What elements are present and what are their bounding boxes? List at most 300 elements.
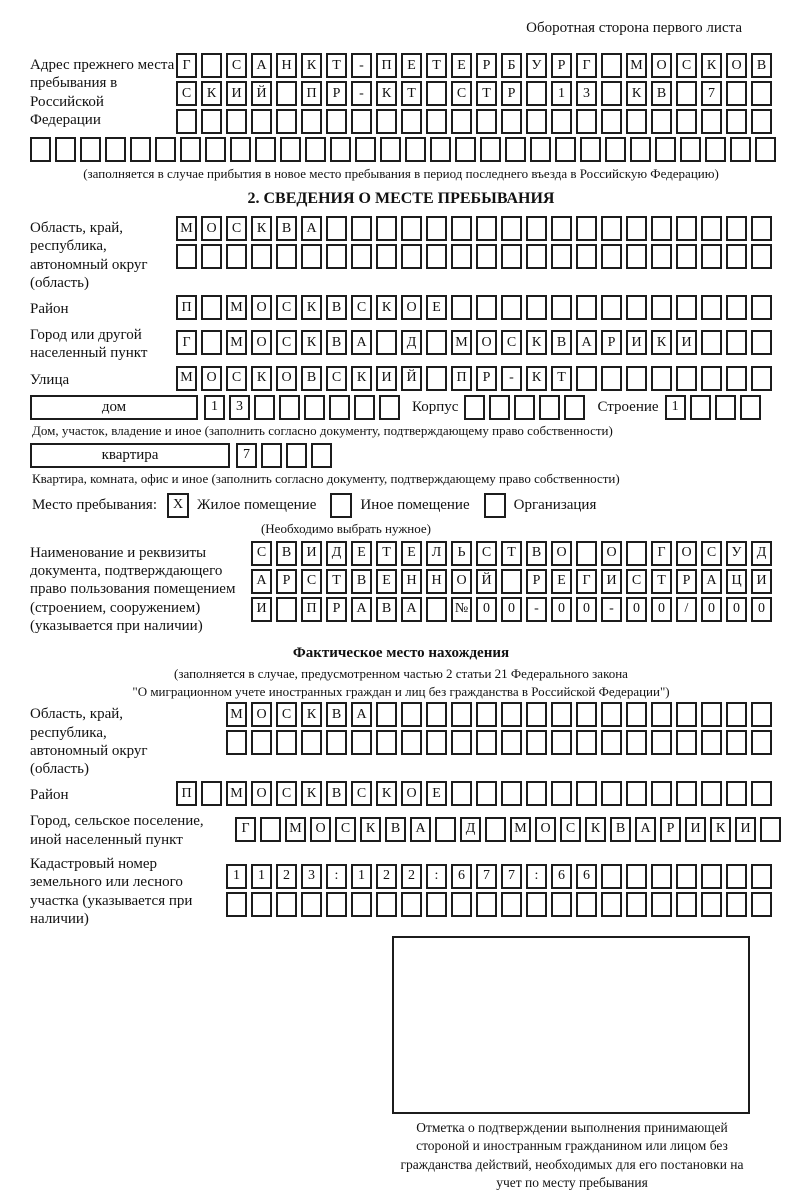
char-cell[interactable]: П xyxy=(301,81,322,106)
char-cell[interactable] xyxy=(276,597,297,622)
char-cell[interactable] xyxy=(451,781,472,806)
char-cell[interactable] xyxy=(351,730,372,755)
char-cell[interactable] xyxy=(630,137,651,162)
char-cell[interactable]: С xyxy=(351,295,372,320)
char-cell[interactable]: 1 xyxy=(204,395,225,420)
char-cell[interactable]: С xyxy=(276,295,297,320)
char-cell[interactable] xyxy=(305,137,326,162)
char-cell[interactable] xyxy=(601,892,622,917)
char-cell[interactable]: Д xyxy=(326,541,347,566)
char-cell[interactable] xyxy=(226,892,247,917)
char-cell[interactable] xyxy=(564,395,585,420)
char-cell[interactable]: О xyxy=(651,53,672,78)
char-cell[interactable] xyxy=(701,892,722,917)
char-cell[interactable] xyxy=(651,892,672,917)
char-cell[interactable] xyxy=(176,244,197,269)
char-cell[interactable]: К xyxy=(301,295,322,320)
char-cell[interactable] xyxy=(455,137,476,162)
char-cell[interactable] xyxy=(726,295,747,320)
char-cell[interactable] xyxy=(105,137,126,162)
char-cell[interactable] xyxy=(676,781,697,806)
char-cell[interactable] xyxy=(261,443,282,468)
char-cell[interactable]: Г xyxy=(176,53,197,78)
char-cell[interactable]: 0 xyxy=(701,597,722,622)
char-cell[interactable]: С xyxy=(560,817,581,842)
char-cell[interactable] xyxy=(405,137,426,162)
char-cell[interactable]: В xyxy=(376,597,397,622)
char-cell[interactable]: А xyxy=(351,702,372,727)
char-cell[interactable] xyxy=(551,892,572,917)
char-cell[interactable]: С xyxy=(335,817,356,842)
char-cell[interactable] xyxy=(576,295,597,320)
char-cell[interactable]: О xyxy=(310,817,331,842)
char-cell[interactable]: С xyxy=(351,781,372,806)
char-cell[interactable]: И xyxy=(626,330,647,355)
char-cell[interactable] xyxy=(576,892,597,917)
char-cell[interactable] xyxy=(426,216,447,241)
char-cell[interactable]: С xyxy=(301,569,322,594)
char-cell[interactable] xyxy=(426,81,447,106)
char-cell[interactable]: 1 xyxy=(351,864,372,889)
char-cell[interactable] xyxy=(551,730,572,755)
char-cell[interactable]: Т xyxy=(651,569,672,594)
char-cell[interactable]: Н xyxy=(276,53,297,78)
char-cell[interactable]: И xyxy=(676,330,697,355)
stay-option-residential-checkbox[interactable]: X xyxy=(167,493,189,518)
char-cell[interactable]: 2 xyxy=(276,864,297,889)
char-cell[interactable]: Р xyxy=(551,53,572,78)
char-cell[interactable]: К xyxy=(201,81,222,106)
char-cell[interactable] xyxy=(701,366,722,391)
char-cell[interactable]: М xyxy=(626,53,647,78)
char-cell[interactable]: Д xyxy=(460,817,481,842)
char-cell[interactable]: Р xyxy=(501,81,522,106)
char-cell[interactable]: Г xyxy=(576,569,597,594)
char-cell[interactable]: Т xyxy=(551,366,572,391)
char-cell[interactable]: П xyxy=(176,781,197,806)
char-cell[interactable] xyxy=(601,781,622,806)
char-cell[interactable] xyxy=(526,730,547,755)
char-cell[interactable] xyxy=(476,781,497,806)
char-cell[interactable] xyxy=(329,395,350,420)
char-cell[interactable] xyxy=(351,216,372,241)
char-cell[interactable]: 2 xyxy=(401,864,422,889)
char-cell[interactable]: К xyxy=(301,781,322,806)
char-cell[interactable]: О xyxy=(276,366,297,391)
char-cell[interactable] xyxy=(601,109,622,134)
char-cell[interactable] xyxy=(626,109,647,134)
char-cell[interactable] xyxy=(426,109,447,134)
char-cell[interactable] xyxy=(201,109,222,134)
char-cell[interactable] xyxy=(676,244,697,269)
char-cell[interactable]: К xyxy=(626,81,647,106)
char-cell[interactable]: П xyxy=(301,597,322,622)
char-cell[interactable] xyxy=(651,109,672,134)
char-cell[interactable]: О xyxy=(401,781,422,806)
char-cell[interactable] xyxy=(751,730,772,755)
char-cell[interactable] xyxy=(551,781,572,806)
char-cell[interactable] xyxy=(376,702,397,727)
char-cell[interactable]: 1 xyxy=(251,864,272,889)
char-cell[interactable] xyxy=(726,864,747,889)
char-cell[interactable] xyxy=(501,244,522,269)
char-cell[interactable] xyxy=(201,53,222,78)
char-cell[interactable]: С xyxy=(226,53,247,78)
char-cell[interactable]: К xyxy=(301,702,322,727)
char-cell[interactable]: И xyxy=(685,817,706,842)
char-cell[interactable]: М xyxy=(176,216,197,241)
char-cell[interactable] xyxy=(551,244,572,269)
char-cell[interactable]: 3 xyxy=(301,864,322,889)
char-cell[interactable]: 6 xyxy=(576,864,597,889)
char-cell[interactable] xyxy=(726,81,747,106)
char-cell[interactable] xyxy=(726,730,747,755)
char-cell[interactable]: С xyxy=(226,366,247,391)
char-cell[interactable] xyxy=(276,109,297,134)
char-cell[interactable]: 1 xyxy=(665,395,686,420)
char-cell[interactable] xyxy=(451,295,472,320)
char-cell[interactable]: - xyxy=(351,53,372,78)
char-cell[interactable]: А xyxy=(576,330,597,355)
char-cell[interactable]: И xyxy=(376,366,397,391)
char-cell[interactable] xyxy=(280,137,301,162)
char-cell[interactable] xyxy=(255,137,276,162)
char-cell[interactable] xyxy=(676,81,697,106)
char-cell[interactable] xyxy=(326,216,347,241)
char-cell[interactable]: В xyxy=(551,330,572,355)
char-cell[interactable] xyxy=(376,109,397,134)
char-cell[interactable] xyxy=(730,137,751,162)
char-cell[interactable] xyxy=(326,730,347,755)
char-cell[interactable] xyxy=(576,216,597,241)
char-cell[interactable]: : xyxy=(426,864,447,889)
char-cell[interactable] xyxy=(626,295,647,320)
char-cell[interactable] xyxy=(576,781,597,806)
char-cell[interactable]: Н xyxy=(401,569,422,594)
char-cell[interactable] xyxy=(676,109,697,134)
char-cell[interactable] xyxy=(751,109,772,134)
char-cell[interactable] xyxy=(230,137,251,162)
char-cell[interactable]: 3 xyxy=(576,81,597,106)
stay-option-organization-checkbox[interactable] xyxy=(484,493,506,518)
char-cell[interactable]: В xyxy=(326,330,347,355)
char-cell[interactable]: О xyxy=(726,53,747,78)
char-cell[interactable]: М xyxy=(176,366,197,391)
char-cell[interactable] xyxy=(576,244,597,269)
char-cell[interactable]: С xyxy=(501,330,522,355)
char-cell[interactable]: 1 xyxy=(226,864,247,889)
char-cell[interactable]: С xyxy=(326,366,347,391)
char-cell[interactable]: С xyxy=(676,53,697,78)
char-cell[interactable]: О xyxy=(251,702,272,727)
char-cell[interactable] xyxy=(451,244,472,269)
char-cell[interactable]: К xyxy=(360,817,381,842)
char-cell[interactable] xyxy=(751,216,772,241)
char-cell[interactable]: В xyxy=(301,366,322,391)
char-cell[interactable]: А xyxy=(251,53,272,78)
char-cell[interactable] xyxy=(351,892,372,917)
char-cell[interactable]: А xyxy=(351,597,372,622)
char-cell[interactable]: О xyxy=(201,216,222,241)
char-cell[interactable]: О xyxy=(251,781,272,806)
char-cell[interactable] xyxy=(751,244,772,269)
char-cell[interactable] xyxy=(626,730,647,755)
char-cell[interactable] xyxy=(286,443,307,468)
char-cell[interactable] xyxy=(376,244,397,269)
char-cell[interactable] xyxy=(254,395,275,420)
char-cell[interactable] xyxy=(651,781,672,806)
char-cell[interactable]: : xyxy=(526,864,547,889)
char-cell[interactable]: К xyxy=(376,81,397,106)
char-cell[interactable]: Й xyxy=(251,81,272,106)
char-cell[interactable] xyxy=(705,137,726,162)
char-cell[interactable] xyxy=(376,730,397,755)
char-cell[interactable] xyxy=(551,109,572,134)
char-cell[interactable]: С xyxy=(276,781,297,806)
char-cell[interactable]: М xyxy=(226,330,247,355)
char-cell[interactable] xyxy=(740,395,761,420)
char-cell[interactable] xyxy=(701,109,722,134)
char-cell[interactable] xyxy=(539,395,560,420)
char-cell[interactable]: 7 xyxy=(236,443,257,468)
char-cell[interactable] xyxy=(680,137,701,162)
char-cell[interactable] xyxy=(476,730,497,755)
char-cell[interactable]: К xyxy=(301,53,322,78)
char-cell[interactable] xyxy=(514,395,535,420)
char-cell[interactable]: - xyxy=(526,597,547,622)
char-cell[interactable]: М xyxy=(226,295,247,320)
char-cell[interactable] xyxy=(526,244,547,269)
char-cell[interactable] xyxy=(351,109,372,134)
char-cell[interactable]: Т xyxy=(401,81,422,106)
char-cell[interactable]: О xyxy=(476,330,497,355)
char-cell[interactable] xyxy=(601,53,622,78)
char-cell[interactable] xyxy=(651,864,672,889)
char-cell[interactable] xyxy=(580,137,601,162)
char-cell[interactable]: 0 xyxy=(476,597,497,622)
char-cell[interactable]: Б xyxy=(501,53,522,78)
char-cell[interactable] xyxy=(260,817,281,842)
char-cell[interactable] xyxy=(201,244,222,269)
char-cell[interactable] xyxy=(301,730,322,755)
char-cell[interactable]: О xyxy=(251,295,272,320)
char-cell[interactable]: Е xyxy=(551,569,572,594)
char-cell[interactable]: Ь xyxy=(451,541,472,566)
char-cell[interactable] xyxy=(526,702,547,727)
char-cell[interactable] xyxy=(601,366,622,391)
char-cell[interactable] xyxy=(530,137,551,162)
char-cell[interactable] xyxy=(30,137,51,162)
char-cell[interactable]: В xyxy=(326,295,347,320)
char-cell[interactable] xyxy=(626,864,647,889)
char-cell[interactable]: С xyxy=(251,541,272,566)
char-cell[interactable]: А xyxy=(410,817,431,842)
char-cell[interactable] xyxy=(304,395,325,420)
char-cell[interactable]: К xyxy=(526,366,547,391)
char-cell[interactable]: В xyxy=(326,702,347,727)
char-cell[interactable]: О xyxy=(676,541,697,566)
char-cell[interactable] xyxy=(651,366,672,391)
char-cell[interactable] xyxy=(601,730,622,755)
char-cell[interactable]: В xyxy=(276,216,297,241)
char-cell[interactable] xyxy=(201,295,222,320)
char-cell[interactable]: 0 xyxy=(576,597,597,622)
char-cell[interactable] xyxy=(430,137,451,162)
char-cell[interactable] xyxy=(626,702,647,727)
char-cell[interactable]: К xyxy=(351,366,372,391)
char-cell[interactable] xyxy=(226,730,247,755)
char-cell[interactable]: О xyxy=(401,295,422,320)
char-cell[interactable] xyxy=(401,702,422,727)
char-cell[interactable] xyxy=(726,216,747,241)
char-cell[interactable] xyxy=(251,244,272,269)
char-cell[interactable] xyxy=(205,137,226,162)
char-cell[interactable] xyxy=(751,892,772,917)
char-cell[interactable] xyxy=(130,137,151,162)
char-cell[interactable] xyxy=(451,892,472,917)
char-cell[interactable]: К xyxy=(376,295,397,320)
char-cell[interactable] xyxy=(435,817,456,842)
char-cell[interactable] xyxy=(701,244,722,269)
char-cell[interactable]: Г xyxy=(235,817,256,842)
char-cell[interactable]: Р xyxy=(526,569,547,594)
char-cell[interactable] xyxy=(426,244,447,269)
char-cell[interactable]: Г xyxy=(176,330,197,355)
char-cell[interactable] xyxy=(505,137,526,162)
char-cell[interactable] xyxy=(276,244,297,269)
char-cell[interactable]: И xyxy=(751,569,772,594)
char-cell[interactable] xyxy=(726,366,747,391)
char-cell[interactable] xyxy=(451,702,472,727)
char-cell[interactable]: И xyxy=(251,597,272,622)
char-cell[interactable]: 0 xyxy=(726,597,747,622)
char-cell[interactable] xyxy=(601,244,622,269)
char-cell[interactable] xyxy=(701,295,722,320)
char-cell[interactable] xyxy=(376,892,397,917)
char-cell[interactable] xyxy=(751,366,772,391)
char-cell[interactable]: Р xyxy=(476,366,497,391)
char-cell[interactable]: 7 xyxy=(501,864,522,889)
char-cell[interactable]: К xyxy=(651,330,672,355)
char-cell[interactable]: 0 xyxy=(651,597,672,622)
char-cell[interactable]: Е xyxy=(351,541,372,566)
char-cell[interactable] xyxy=(551,295,572,320)
char-cell[interactable] xyxy=(476,892,497,917)
char-cell[interactable]: 3 xyxy=(229,395,250,420)
char-cell[interactable]: В xyxy=(276,541,297,566)
char-cell[interactable]: Р xyxy=(326,597,347,622)
char-cell[interactable] xyxy=(501,892,522,917)
char-cell[interactable]: 6 xyxy=(451,864,472,889)
char-cell[interactable] xyxy=(501,216,522,241)
char-cell[interactable] xyxy=(651,244,672,269)
char-cell[interactable]: С xyxy=(701,541,722,566)
char-cell[interactable]: Г xyxy=(576,53,597,78)
char-cell[interactable]: 7 xyxy=(701,81,722,106)
char-cell[interactable] xyxy=(426,892,447,917)
char-cell[interactable] xyxy=(701,864,722,889)
char-cell[interactable]: М xyxy=(226,702,247,727)
char-cell[interactable]: П xyxy=(451,366,472,391)
char-cell[interactable] xyxy=(626,216,647,241)
char-cell[interactable] xyxy=(476,702,497,727)
char-cell[interactable]: Т xyxy=(476,81,497,106)
char-cell[interactable] xyxy=(401,730,422,755)
char-cell[interactable] xyxy=(326,892,347,917)
char-cell[interactable] xyxy=(551,216,572,241)
char-cell[interactable] xyxy=(676,366,697,391)
char-cell[interactable] xyxy=(485,817,506,842)
char-cell[interactable] xyxy=(576,541,597,566)
char-cell[interactable]: Н xyxy=(426,569,447,594)
char-cell[interactable]: М xyxy=(285,817,306,842)
char-cell[interactable]: П xyxy=(376,53,397,78)
char-cell[interactable]: Е xyxy=(426,295,447,320)
char-cell[interactable] xyxy=(501,702,522,727)
char-cell[interactable]: И xyxy=(226,81,247,106)
char-cell[interactable]: А xyxy=(301,216,322,241)
char-cell[interactable]: Т xyxy=(426,53,447,78)
char-cell[interactable] xyxy=(551,702,572,727)
char-cell[interactable]: К xyxy=(710,817,731,842)
char-cell[interactable] xyxy=(464,395,485,420)
char-cell[interactable] xyxy=(751,781,772,806)
char-cell[interactable]: - xyxy=(501,366,522,391)
char-cell[interactable] xyxy=(501,730,522,755)
char-cell[interactable]: И xyxy=(601,569,622,594)
char-cell[interactable]: А xyxy=(635,817,656,842)
char-cell[interactable] xyxy=(576,730,597,755)
char-cell[interactable] xyxy=(726,702,747,727)
char-cell[interactable] xyxy=(426,702,447,727)
char-cell[interactable]: : xyxy=(326,864,347,889)
char-cell[interactable]: К xyxy=(526,330,547,355)
char-cell[interactable]: 0 xyxy=(501,597,522,622)
char-cell[interactable] xyxy=(451,730,472,755)
char-cell[interactable] xyxy=(751,295,772,320)
char-cell[interactable]: 7 xyxy=(476,864,497,889)
char-cell[interactable] xyxy=(676,864,697,889)
char-cell[interactable]: В xyxy=(385,817,406,842)
char-cell[interactable] xyxy=(451,109,472,134)
char-cell[interactable]: К xyxy=(701,53,722,78)
char-cell[interactable] xyxy=(80,137,101,162)
char-cell[interactable]: К xyxy=(585,817,606,842)
char-cell[interactable] xyxy=(276,730,297,755)
char-cell[interactable] xyxy=(180,137,201,162)
char-cell[interactable] xyxy=(760,817,781,842)
char-cell[interactable]: В xyxy=(610,817,631,842)
char-cell[interactable]: Д xyxy=(751,541,772,566)
char-cell[interactable] xyxy=(201,330,222,355)
char-cell[interactable] xyxy=(476,295,497,320)
char-cell[interactable] xyxy=(701,730,722,755)
char-cell[interactable] xyxy=(701,330,722,355)
char-cell[interactable] xyxy=(726,109,747,134)
char-cell[interactable] xyxy=(476,244,497,269)
char-cell[interactable] xyxy=(330,137,351,162)
char-cell[interactable]: / xyxy=(676,597,697,622)
char-cell[interactable] xyxy=(626,892,647,917)
char-cell[interactable]: К xyxy=(251,216,272,241)
char-cell[interactable]: П xyxy=(176,295,197,320)
char-cell[interactable] xyxy=(576,109,597,134)
char-cell[interactable] xyxy=(726,330,747,355)
char-cell[interactable] xyxy=(676,216,697,241)
char-cell[interactable]: С xyxy=(276,702,297,727)
char-cell[interactable] xyxy=(626,366,647,391)
char-cell[interactable] xyxy=(526,81,547,106)
